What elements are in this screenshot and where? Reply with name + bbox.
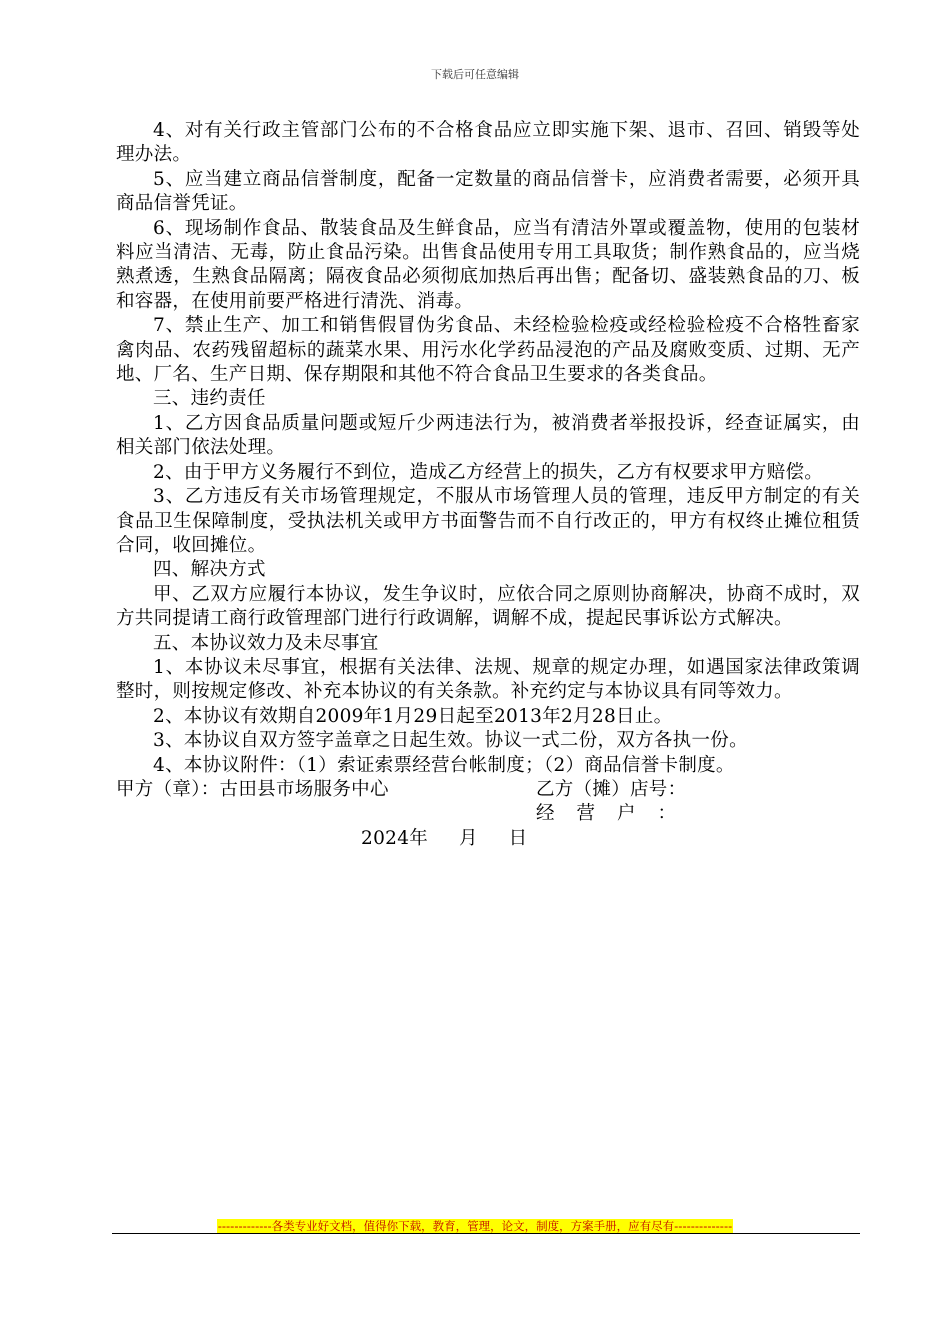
resolution-clause: 甲、乙双方应履行本协议，发生争议时，应依合同之原则协商解决，协商不成时，双方共同提请工商行政管理部门进行行政调解，调解不成，提起民事诉讼方式解决。 (116, 583, 860, 630)
validity-clause-1: 1、本协议未尽事宜，根据有关法律、法规、规章的规定办理，如遇国家法律政策调整时，则按规定修改、补充本协议的有关条款。补充约定与本协议具有同等效力。 (116, 656, 860, 703)
section-heading-breach: 三、违约责任 (153, 388, 266, 410)
operator-row (116, 802, 860, 826)
validity-clause-3: 3、本协议自双方签字盖章之日起生效。协议一式二份，双方各执一份。 (153, 730, 748, 752)
operator-label: 经营户： (536, 803, 699, 825)
agreement-body (116, 119, 860, 851)
party-b-signature: 乙方（摊）店号： (536, 778, 687, 800)
section-heading-validity: 五、本协议效力及未尽事宜 (153, 632, 379, 654)
clause-5-credit-card: 5、应当建立商品信誉制度，配备一定数量的商品信誉卡，应消费者需要，必须开具商品信誉凭证。 (116, 168, 860, 215)
signing-date: 2024年 月 日 (361, 827, 528, 849)
validity-clause-4: 4、本协议附件：（1）索证索票经营台帐制度；（2）商品信誉卡制度。 (153, 754, 735, 776)
section-heading-resolution: 四、解决方式 (153, 559, 266, 581)
footer-banner-text: -------------各类专业好文档，值得你下载，教育，管理，论文，制度，方案手册，应有尽有-------------- (217, 1219, 733, 1233)
page-header: 下载后可任意编辑 (431, 68, 519, 81)
signature-row (116, 778, 860, 802)
breach-clause-2: 2、由于甲方义务履行不到位，造成乙方经营上的损失，乙方有权要求甲方赔偿。 (153, 461, 824, 483)
date-row (116, 827, 860, 851)
validity-clause-2: 2、本协议有效期自2009年1月29日起至2013年2月28日止。 (153, 705, 673, 727)
footer-banner (0, 1215, 950, 1234)
breach-clause-3: 3、乙方违反有关市场管理规定，不服从市场管理人员的管理，违反甲方制定的有关食品卫生保障制度，受执法机关或甲方书面警告而不自行改正的，甲方有权终止摊位租赁合同，收回摊位。 (116, 486, 860, 556)
clause-7-prohibitions: 7、禁止生产、加工和销售假冒伪劣食品、未经检验检疫或经检验检疫不合格牲畜家禽肉品、农药残留超标的蔬菜水果、用污水化学药品浸泡的产品及腐败变质、过期、无产地、厂名、生产日期、保存期限和其他不符合食品卫生要求的各类食品。 (116, 315, 860, 386)
breach-clause-1: 1、乙方因食品质量问题或短斤少两违法行为，被消费者举报投诉，经查证属实，由相关部门依法处理。 (116, 412, 860, 459)
footer-divider (112, 1233, 860, 1234)
clause-6-food-handling: 6、现场制作食品、散装食品及生鲜食品，应当有清洁外罩或覆盖物，使用的包装材料应当清洁、无毒，防止食品污染。出售食品使用专用工具取货；制作熟食品的，应当烧熟煮透，生熟食品隔离；隔夜食品必须彻底加热后再出售；配备切、盛装熟食品的刀、板和容器，在使用前要严格进行清洗、消毒。 (116, 217, 860, 312)
party-a-signature: 甲方（章）：古田县市场服务中心 (116, 778, 389, 800)
clause-4-recall: 4、对有关行政主管部门公布的不合格食品应立即实施下架、退市、召回、销毁等处理办法。 (116, 120, 860, 166)
